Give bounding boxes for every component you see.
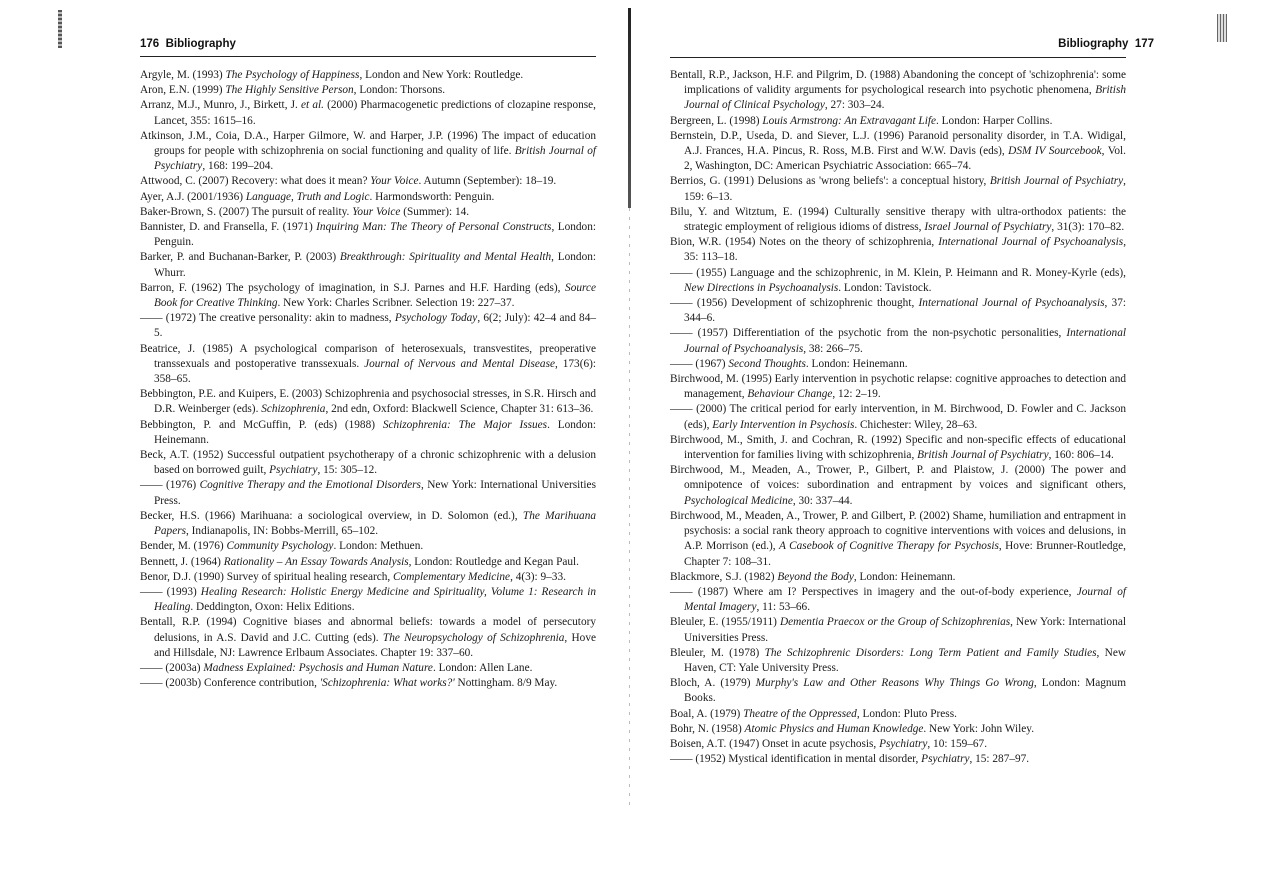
entry-title: Dementia Praecox or the Group of Schizophrenias	[779, 616, 1011, 629]
entry-text: Arranz, M.J., Munro, J., Birkett, J.	[140, 99, 302, 112]
bibliography-entry	[670, 129, 1126, 175]
header-title-left: Bibliography	[165, 38, 236, 50]
bibliography-list-left	[140, 68, 596, 691]
entry-title: Complementary Medicine	[393, 570, 511, 583]
bibliography-entry	[140, 676, 596, 691]
entry-text: —— (1967)	[670, 357, 729, 370]
bibliography-entry	[670, 266, 1126, 296]
bibliography-entry	[670, 174, 1126, 204]
entry-text: Bernstein, D.P., Useda, D. and Siever, L.J. (1996) Paranoid personality disorder, in T.A. Widigal, A.J. Frances, H.A. Pincus, R. Ross, M.B. First and W.W. Davis (eds),	[670, 129, 1126, 158]
entry-text: , London and New York: Routledge.	[359, 69, 524, 81]
entry-text: Boisen, A.T. (1947) Onset in acute psychosis,	[670, 737, 880, 750]
entry-text: , 27: 303–24.	[824, 99, 885, 112]
entry-text: , Hove and Hillsdale, NJ: Lawrence Erlbaum Associates. Chapter 19: 337–60.	[154, 631, 596, 659]
entry-text: . London: Methuen.	[333, 540, 424, 553]
entry-text: , 159: 6–13.	[684, 175, 1126, 203]
entry-text: —— (1993)	[140, 585, 201, 598]
entry-text: Bohr, N. (1958)	[670, 722, 745, 735]
entry-text: , 30: 337–44.	[792, 494, 853, 507]
entry-text: Aron, E.N. (1999)	[140, 84, 226, 97]
entry-text: , 6(2; July): 42–4 and 84–5.	[154, 312, 596, 340]
bibliography-entry	[140, 98, 596, 128]
bibliography-entry	[670, 463, 1126, 509]
entry-text: Benor, D.J. (1990) Survey of spiritual healing research,	[140, 570, 394, 583]
entry-text: Blackmore, S.J. (1982)	[670, 570, 778, 583]
entry-text: —— (1955) Language and the schizophrenic, in M. Klein, P. Heimann and R. Money-Kyrle (eds),	[670, 266, 1126, 279]
entry-text: Bilu, Y. and Witztum, E. (1994) Culturally sensitive therapy with ultra-orthodox patients: the strategic employment of religious idioms of distress,	[670, 205, 1126, 234]
entry-title: Rationality – An Essay Towards Analysis	[223, 555, 409, 568]
entry-text: . London: Tavistock.	[838, 281, 932, 294]
entry-title: DSM IV Sourcebook	[1008, 145, 1102, 158]
bibliography-entry	[140, 448, 596, 478]
entry-text: —— (1987) Where am I? Perspectives in imagery and the out-of-body experience,	[670, 585, 1077, 598]
entry-text: Barker, P. and Buchanan-Barker, P. (2003)	[140, 251, 340, 264]
page-number-left: 176	[140, 38, 160, 50]
bibliography-entry	[140, 555, 596, 570]
entry-title: Psychiatry	[921, 753, 970, 766]
entry-title: Community Psychology	[226, 540, 334, 553]
bibliography-entry	[670, 707, 1126, 722]
entry-text: (Summer): 14.	[400, 205, 470, 218]
bibliography-entry	[670, 509, 1126, 570]
bibliography-entry	[140, 661, 596, 676]
entry-title: Early Intervention in Psychosis	[712, 418, 855, 431]
entry-title: Your Voice	[370, 175, 419, 188]
entry-text: . New York: Charles Scribner. Selection 19: 227–37.	[277, 297, 515, 310]
entry-text: Birchwood, M., Meaden, A., Trower, P. and Gilbert, P. (2002) Shame, humiliation and entrapment in psychosis: a social rank theory approach to cognitive interventions with voices and delusions, in A.P. Morrison (ed.),	[670, 509, 1126, 553]
entry-title: British Journal of Psychiatry	[989, 175, 1124, 188]
entry-text: , Vol. 2, Washington, DC: American Psychiatric Association: 665–74.	[684, 145, 1127, 173]
entry-text: Attwood, C. (2007) Recovery: what does it mean?	[140, 175, 371, 188]
bibliography-entry	[670, 570, 1126, 585]
entry-text: , 160: 806–14.	[1048, 449, 1114, 462]
bibliography-entry	[670, 68, 1126, 114]
entry-text: , London: Pluto Press.	[856, 707, 957, 720]
bibliography-entry	[140, 311, 596, 341]
bibliography-entry	[670, 722, 1126, 737]
bibliography-entry	[140, 570, 596, 585]
book-spine-shadow	[628, 8, 631, 208]
entry-text: Bebbington, P. and McGuffin, P. (eds) (1988)	[140, 418, 383, 431]
bibliography-entry	[670, 402, 1126, 432]
entry-title: Louis Armstrong: An Extravagant Life	[762, 114, 936, 127]
entry-text: —— (1976)	[140, 479, 200, 492]
entry-text: , Hove: Brunner-Routledge, Chapter 7: 108–31.	[684, 540, 1126, 568]
entry-title: 'Schizophrenia: What works?'	[319, 677, 455, 690]
bibliography-entry	[670, 433, 1126, 463]
entry-text: . Deddington, Oxon: Helix Editions.	[190, 601, 355, 614]
entry-title: A Casebook of Cognitive Therapy for Psychosis	[779, 540, 999, 553]
header-rule-left	[140, 56, 596, 57]
header-rule-right	[670, 57, 1126, 58]
entry-text: (2000) Pharmacogenetic predictions of clozapine response, Lancet, 355: 1615–16.	[154, 99, 596, 127]
entry-text: . Autumn (September): 18–19.	[418, 175, 557, 188]
entry-text: Beck, A.T. (1952) Successful outpatient psychotherapy of a chronic schizophrenic with a delusion based on borrowed guilt,	[140, 449, 596, 477]
entry-title: Inquiring Man: The Theory of Personal Constructs	[316, 221, 552, 234]
bibliography-entry	[670, 646, 1126, 676]
entry-text: , London: Heinemann.	[853, 570, 956, 583]
entry-text: Bentall, R.P., Jackson, H.F. and Pilgrim, D. (1988) Abandoning the concept of 'schizophrenia': some implications of validity arguments for psychological research into psychotic phenomena,	[670, 69, 1126, 97]
bibliography-entry	[670, 585, 1126, 615]
right-page	[632, 0, 1262, 894]
entry-text: Bannister, D. and Fransella, F. (1971)	[140, 221, 317, 234]
entry-text: . New York: John Wiley.	[923, 722, 1035, 735]
bibliography-entry	[140, 281, 596, 311]
bibliography-entry	[140, 418, 596, 448]
bibliography-entry	[670, 296, 1126, 326]
entry-text: Boal, A. (1979)	[670, 707, 744, 720]
entry-text: —— (2003b) Conference contribution,	[140, 677, 320, 690]
entry-title: Second Thoughts	[728, 357, 806, 370]
page-number-right: 177	[1134, 38, 1154, 50]
entry-text: —— (2003a)	[140, 661, 204, 674]
entry-text: , 12: 2–19.	[832, 388, 881, 401]
left-page	[0, 0, 628, 894]
entry-title: Language, Truth and Logic	[245, 190, 370, 203]
bibliography-entry	[140, 387, 596, 417]
entry-text: Becker, H.S. (1966) Marihuana: a sociological overview, in D. Solomon (ed.),	[140, 509, 523, 522]
bibliography-entry	[140, 509, 596, 539]
entry-title: Schizophrenia: The Major Issues	[382, 418, 548, 431]
entry-text: Bentall, R.P. (1994) Cognitive biases and abnormal beliefs: towards a model of persecutory delusions, in A.S. David and J.C. Cutting (eds).	[140, 616, 596, 644]
entry-text: Bebbington, P.E. and Kuipers, E. (2003) Schizophrenia and psychosocial stresses, in S.R. Hirsch and D.R. Weinberger (eds).	[140, 388, 596, 416]
book-spine-dots	[629, 208, 630, 808]
entry-title: The Psychology of Happiness	[225, 69, 360, 81]
header-title-right: Bibliography	[1058, 38, 1129, 50]
entry-title: Israel Journal of Psychiatry	[924, 221, 1052, 234]
entry-text: Berrios, G. (1991) Delusions as 'wrong beliefs': a conceptual history,	[670, 175, 990, 188]
bibliography-entry	[140, 615, 596, 661]
entry-text: , London: Whurr.	[154, 251, 597, 279]
entry-text: , London: Penguin.	[154, 221, 596, 249]
entry-text: Baker-Brown, S. (2007) The pursuit of reality.	[140, 205, 353, 218]
entry-title: Behaviour Change	[747, 388, 833, 401]
entry-title: British Journal of Psychiatry	[917, 449, 1049, 462]
entry-title: Psychiatry	[879, 737, 928, 750]
bibliography-entry	[140, 83, 596, 98]
bibliography-entry	[140, 190, 596, 205]
bibliography-list-right	[670, 68, 1126, 767]
bibliography-entry	[670, 357, 1126, 372]
entry-text: —— (2000) The critical period for early intervention, in M. Birchwood, D. Fowler and C. Jackson (eds),	[670, 403, 1126, 431]
entry-title: Psychology Today	[394, 312, 478, 325]
entry-title: The Marihuana Papers	[154, 509, 596, 538]
entry-text: , Indianapolis, IN: Bobbs-Merrill, 65–102.	[186, 525, 379, 538]
entry-title: New Directions in Psychoanalysis	[684, 281, 839, 294]
entry-text: . Harmondsworth: Penguin.	[369, 190, 495, 203]
entry-title: Your Voice	[352, 205, 401, 218]
entry-title: et al.	[301, 99, 324, 112]
entry-text: Bennett, J. (1964)	[140, 555, 224, 568]
bibliography-entry	[140, 342, 596, 388]
entry-text: , London: Thorsons.	[353, 84, 446, 97]
entry-text: Ayer, A.J. (2001/1936)	[140, 190, 246, 203]
entry-title: Atomic Physics and Human Knowledge	[744, 722, 924, 735]
bibliography-entry	[670, 737, 1126, 752]
entry-text: . Chichester: Wiley, 28–63.	[854, 418, 978, 431]
bibliography-entry	[670, 326, 1126, 356]
entry-text: , 15: 305–12.	[317, 464, 378, 477]
bibliography-entry	[140, 205, 596, 220]
running-header-left	[140, 38, 236, 50]
entry-title: The Schizophrenic Disorders: Long Term Patient and Family Studies	[764, 646, 1097, 659]
entry-text: —— (1957) Differentiation of the psychotic from the non-psychotic personalities,	[670, 327, 1067, 340]
entry-text: Bion, W.R. (1954) Notes on the theory of schizophrenia,	[670, 236, 939, 249]
entry-text: . London: Harper Collins.	[936, 114, 1053, 127]
entry-text: Bloch, A. (1979)	[670, 677, 756, 690]
entry-text: , London: Magnum Books.	[684, 677, 1126, 705]
entry-text: , New York: International Universities Press.	[684, 616, 1126, 644]
entry-title: Source Book for Creative Thinking	[154, 281, 596, 310]
entry-title: Schizophrenia	[261, 403, 326, 416]
entry-text: . London: Allen Lane.	[432, 661, 533, 674]
bibliography-entry	[140, 539, 596, 554]
entry-text: Beatrice, J. (1985) A psychological comparison of heterosexuals, transvestites, preoperative transsexuals and postoperative transsexuals.	[140, 342, 596, 370]
bibliography-entry	[670, 114, 1126, 129]
entry-text: Bergreen, L. (1998)	[670, 114, 763, 127]
bibliography-entry	[140, 129, 596, 175]
bibliography-entry	[670, 615, 1126, 645]
entry-text: , 168: 199–204.	[202, 160, 274, 173]
entry-title: British Journal of Psychiatry	[154, 145, 597, 173]
bibliography-entry	[670, 205, 1126, 235]
entry-title: International Journal of Psychoanalysis	[938, 236, 1124, 249]
entry-title: Breakthrough: Spirituality and Mental Health	[339, 251, 552, 264]
entry-text: , 10: 159–67.	[927, 737, 988, 750]
entry-text: , London: Routledge and Kegan Paul.	[408, 555, 580, 568]
entry-text: , 15: 287–97.	[969, 753, 1030, 766]
entry-text: , 2nd edn, Oxford: Blackwell Science, Chapter 31: 613–36.	[325, 403, 594, 416]
entry-text: Atkinson, J.M., Coia, D.A., Harper Gilmore, W. and Harper, J.P. (1996) The impact of education groups for people with schizophrenia on social functioning and quality of life.	[140, 129, 596, 158]
entry-text: , 11: 53–66.	[756, 601, 811, 614]
entry-title: Beyond the Body	[777, 570, 854, 583]
entry-title: Psychological Medicine	[684, 494, 793, 507]
entry-title: British Journal of Clinical Psychology	[684, 84, 1126, 112]
entry-text: , 173(6): 358–65.	[154, 357, 596, 386]
bibliography-entry	[140, 220, 596, 250]
entry-title: Theatre of the Oppressed	[743, 707, 857, 720]
entry-text: —— (1972) The creative personality: akin to madness,	[140, 312, 395, 325]
entry-title: The Highly Sensitive Person	[225, 84, 354, 97]
bibliography-entry	[670, 752, 1126, 767]
bibliography-entry	[670, 676, 1126, 706]
entry-text: —— (1956) Development of schizophrenic thought,	[670, 297, 919, 310]
entry-text: . London: Heinemann.	[805, 357, 908, 370]
entry-text: Birchwood, M., Meaden, A., Trower, P., Gilbert, P. and Plaistow, J. (2000) The power and omnipotence of voices: subordination and entrapment by voices and significant others,	[670, 464, 1126, 492]
entry-text: , New Haven, CT: Yale University Press.	[684, 646, 1126, 674]
entry-text: , 35: 113–18.	[684, 236, 1127, 264]
entry-title: Madness Explained: Psychosis and Human Nature	[203, 661, 433, 674]
entry-text: Bleuler, E. (1955/1911)	[670, 616, 780, 629]
entry-title: Journal of Mental Imagery	[684, 585, 1126, 614]
entry-text: Bender, M. (1976)	[140, 540, 227, 553]
entry-text: Argyle, M. (1993)	[140, 69, 226, 81]
entry-text: Nottingham. 8/9 May.	[454, 677, 558, 690]
entry-text: . London: Heinemann.	[154, 418, 596, 446]
entry-text: , New York: International Universities Press.	[154, 479, 596, 507]
entry-text: , 37: 344–6.	[684, 297, 1126, 325]
bibliography-entry	[140, 478, 596, 508]
entry-text: Birchwood, M. (1995) Early intervention in psychotic relapse: cognitive approaches to detection and management,	[670, 373, 1126, 401]
entry-text: Bleuler, M. (1978)	[670, 646, 765, 659]
entry-text: —— (1952) Mystical identification in mental disorder,	[670, 753, 922, 766]
entry-text: Barron, F. (1962) The psychology of imagination, in S.J. Parnes and H.F. Harding (eds),	[140, 281, 566, 294]
bibliography-entry	[140, 250, 596, 280]
entry-title: International Journal of Psychoanalysis	[684, 327, 1126, 355]
entry-text: , 38: 266–75.	[803, 342, 863, 355]
bibliography-entry	[140, 174, 596, 189]
bibliography-entry	[670, 372, 1126, 402]
entry-text: Birchwood, M., Smith, J. and Cochran, R. (1992) Specific and non-specific effects of educational intervention for families living with schizophrenia,	[670, 433, 1126, 462]
running-header-right	[1058, 38, 1154, 50]
entry-title: Psychiatry	[269, 464, 318, 477]
entry-text: , 31(3): 170–82.	[1051, 221, 1125, 234]
entry-title: International Journal of Psychoanalysis	[918, 297, 1105, 310]
entry-title: Journal of Nervous and Mental Disease	[364, 357, 555, 370]
bibliography-entry	[140, 68, 596, 83]
entry-title: Murphy's Law and Other Reasons Why Things Go Wrong	[755, 677, 1034, 690]
entry-title: Cognitive Therapy and the Emotional Disorders	[199, 479, 421, 492]
bibliography-entry	[140, 585, 596, 615]
bibliography-entry	[670, 235, 1126, 265]
entry-title: Healing Research: Holistic Energy Medicine and Spirituality, Volume 1: Research in Healing	[154, 585, 596, 614]
entry-text: , 4(3): 9–33.	[510, 570, 566, 583]
entry-title: The Neuropsychology of Schizophrenia	[382, 631, 565, 644]
